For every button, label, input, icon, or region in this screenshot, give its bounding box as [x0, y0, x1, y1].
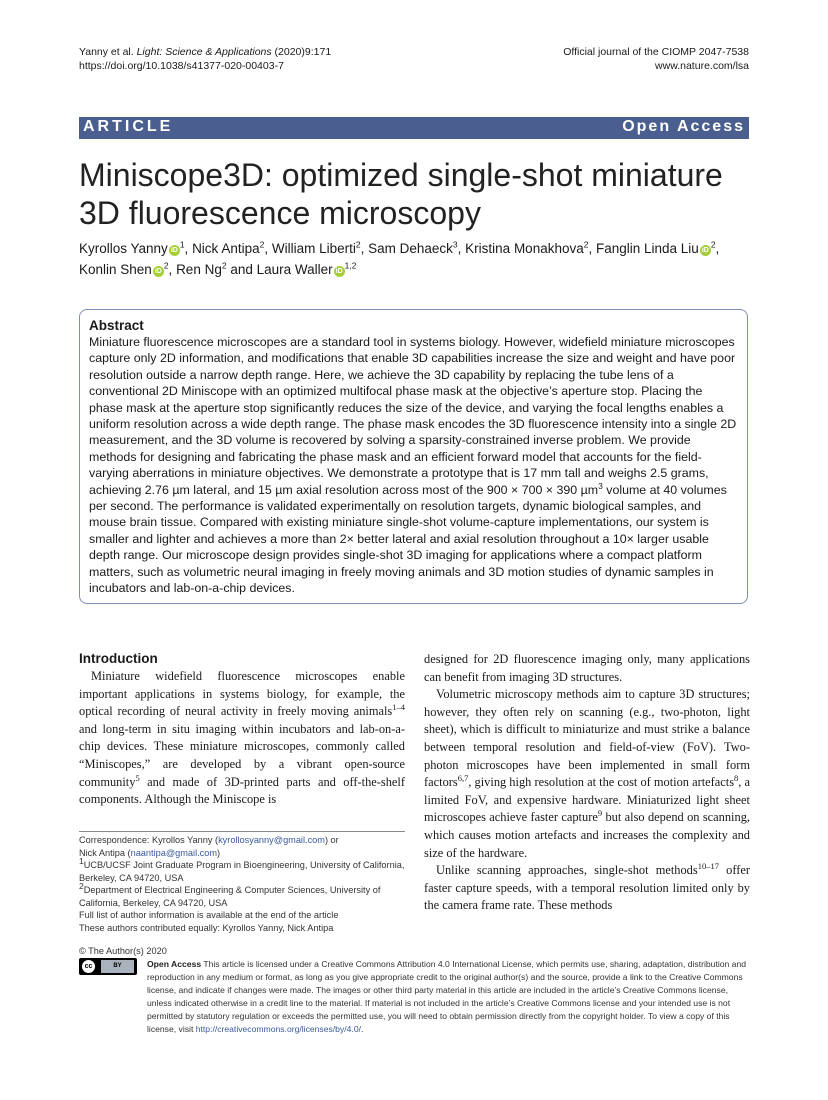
abstract-text: Miniature fluorescence microscopes are a standard tool in systems biology. However, widefield miniature microscopes capture only 2D information, and modifications that enable 3D capabilities increase the size and weight and have poor resolution outside a narrow depth range. Here, we achieve the 3D capability by replacing the tube lens of a conventional 2D Miniscope with an optimized multifocal phase mask at the objective’s aperture stop. Placing the phase mask at the aperture stop significantly reduces the size of the device, and varying the focal lengths enables a uniform resolution across a wide depth range. The phase mask encodes the 3D fluorescence intensity into a single 2D measurement, and the 3D volume is recovered by solving a sparsity-constrained inverse problem. We provide methods for designing and fabricating the phase mask and an efficient forward model that accounts for the field-varying aberrations in miniature objectives. We demonstrate a prototype that is 17 mm tall and weighs 2.5 grams, achieving 2.76 µm lateral, and 15 µm axial resolution across most of the 900 × 700 × 390 µm$^3$ volume at 40 volumes per second. The performance is validated experimentally on resolution targets, dynamic biological samples, and mouse brain tissue. Compared with existing miniature single-shot volume-capture implementations, our system is smaller and lighter and achieves a more than 2× better lateral and axial resolution throughout a 10× larger usable depth range. Our microscope design provides single-shot 3D imaging for applications where a compact platform matters, such as volumetric neural imaging in freely moving animals and 3D motion studies of dynamic samples in incubators and lab-on-a-chip devices. — [89, 335, 737, 596]
intro-paragraph-1-cont: designed for 2D fluorescence imaging only, many applications can benefit from imaging 3D structures. — [424, 652, 750, 684]
article-banner — [79, 117, 749, 139]
intro-heading: Introduction — [79, 651, 158, 666]
orcid-icon[interactable]: iD — [170, 247, 178, 254]
journal-url[interactable]: www.nature.com/lsa — [655, 60, 749, 72]
correspondence-line: Correspondence: Kyrollos Yanny (kyrollosyanny@gmail.com) or — [79, 835, 339, 845]
author-separator: , — [184, 241, 193, 256]
author-separator: , — [457, 241, 466, 256]
author-info-note: Full list of author information is available at the end of the article — [79, 910, 339, 920]
citation-ref[interactable]: 9 — [597, 808, 603, 819]
author-separator: , — [588, 241, 596, 256]
affiliation-sup: 2 — [710, 239, 716, 250]
author-separator: , — [715, 241, 720, 256]
citation-ref[interactable]: 8 — [734, 773, 739, 784]
intro-paragraph-2: Volumetric microscopy methods aim to capture 3D structures; however, they often rely on scanning (e.g., two-photon, light sheet), which is difficult to miniaturize and must strike a balance between temporal resolution and field-of-view (FoV). Two-photon microscopes have been implemented in small form factors$^{6,7}$, giving high resolution at the cost of motion artefacts$^8$, a limited FoV, and expensive hardware. Miniaturized light sheet microscopes achieve faster capture$^9$ but also depend on scanning, which causes motion artefacts and increases the complexity and size of the hardware. — [424, 687, 750, 860]
author-name[interactable]: Nick Antipa — [192, 241, 260, 256]
affiliation-2: $^2$Department of Electrical Engineering & Computer Sciences, University of — [79, 880, 381, 895]
article-type-label: ARTICLE — [83, 118, 174, 135]
author-separator: , — [264, 241, 272, 256]
abstract-box — [79, 309, 748, 604]
running-header-right — [563, 45, 749, 73]
author-name[interactable]: Kristina Monakhova — [465, 241, 584, 256]
author-name[interactable]: Ren Ng — [176, 262, 222, 277]
intro-paragraph-3: Unlike scanning approaches, single-shot methods$^{10-17}$ offer faster capture speeds, with a temporal resolution limited only by the camera frame rate. These methods — [424, 861, 750, 913]
doi-link[interactable]: https://doi.org/10.1038/s41377-020-00403-7 — [79, 60, 284, 72]
correspondence-line-2: Nick Antipa (naantipa@gmail.com) — [79, 847, 221, 858]
citation-ref[interactable]: 6,7 — [457, 773, 469, 784]
affiliation-sup: 3 — [452, 239, 458, 250]
citation-ref[interactable]: 10–17 — [697, 861, 719, 871]
affiliation-sup: 2 — [221, 260, 227, 271]
article-title: Miniscope3D: optimized single-shot miniature 3D fluorescence microscopy — [79, 157, 723, 231]
affiliation-sup: 1,2 — [344, 260, 357, 271]
open-access-label: Open Access — [622, 118, 745, 135]
license-text: Open Access This article is licensed under a Creative Commons Attribution 4.0 International License, which permits use, sharing, adaptation, distribution and reproduction in any medium or format, as long as you give appropriate credit to the original author(s) and the source, provide a link to the Creative Commons license, and indicate if changes were made. The images or other third party material in this article are included in the article’s Creative Commons license, unless indicated otherwise in a credit line to the material. If material is not included in the article’s Creative Commons license and your intended use is not permitted by statutory regulation or exceeds the permitted use, you will need to obtain permission directly from the copyright holder. To view a copy of this license, visit http://creativecommons.org/licenses/by/4.0/. — [147, 959, 747, 1034]
author-name[interactable]: Konlin Shen — [79, 262, 152, 277]
copyright-line: © The Author(s) 2020 — [79, 946, 167, 956]
intro-paragraph-1: Miniature widefield fluorescence microscopes enable important applications in systems biology, for example, the optical recording of neural activity in freely moving animals$^{1-4}$ and long-term in situ imaging within incubators and lab-on-a-chip devices. These miniature microscopes, commonly called “Miniscopes,” are developed by a vibrant open-source community$^5$ and made of 3D-printed parts and off-the-shelf components. Although the Miniscope is — [79, 669, 405, 807]
affiliation-1: $^1$UCB/UCSF Joint Graduate Program in Bioengineering, University of California, — [79, 855, 405, 870]
citation-ref[interactable]: 5 — [135, 772, 140, 783]
affiliation-1-cont: Berkeley, CA 94720, USA — [79, 872, 184, 883]
affiliation-sup: 2 — [259, 239, 265, 250]
footnote-divider — [79, 831, 405, 832]
author-separator: , — [360, 241, 369, 256]
author-name[interactable]: Fanglin Linda Liu — [595, 241, 699, 256]
affiliation-sup: 2 — [163, 260, 169, 271]
orcid-icon[interactable]: iD — [701, 247, 709, 254]
author-list — [79, 238, 759, 280]
author-name[interactable]: Kyrollos Yanny — [79, 241, 168, 256]
intro-right-column — [424, 651, 750, 915]
author-separator: , — [168, 262, 177, 277]
email-link[interactable]: kyrollosyanny@gmail.com — [218, 835, 325, 845]
footnotes — [79, 834, 409, 934]
license-link[interactable]: http://creativecommons.org/licenses/by/4.0/ — [195, 1023, 361, 1034]
affiliation-2-cont: California, Berkeley, CA 94720, USA — [79, 897, 228, 908]
author-name[interactable]: Laura Waller — [256, 262, 333, 277]
author-separator: and — [226, 262, 257, 277]
intro-left-column — [79, 651, 405, 809]
running-header-left — [79, 45, 331, 73]
cc-icon: cc — [82, 960, 95, 973]
author-name[interactable]: Sam Dehaeck — [368, 241, 453, 256]
email-link[interactable]: naantipa@gmail.com — [130, 847, 218, 858]
orcid-icon[interactable]: iD — [335, 268, 343, 275]
affiliation-sup: 1 — [179, 239, 185, 250]
affiliation-sup: 2 — [583, 239, 589, 250]
author-name[interactable]: William Liberti — [271, 241, 356, 256]
abstract-heading: Abstract — [89, 318, 144, 333]
affiliation-sup: 2 — [355, 239, 361, 250]
journal-info: Official journal of the CIOMP 2047-7538 — [563, 46, 749, 58]
open-access-bold: Open Access — [147, 959, 202, 969]
citation-line: Yanny et al. Light: Science & Applications (2020)9:171 — [79, 46, 332, 58]
by-icon: BY — [101, 960, 134, 973]
citation-ref[interactable]: 1–4 — [392, 702, 405, 713]
equal-contribution-note: These authors contributed equally: Kyrollos Yanny, Nick Antipa — [79, 922, 334, 933]
orcid-icon[interactable]: iD — [154, 268, 162, 275]
journal-name: Light: Science & Applications — [136, 46, 272, 58]
